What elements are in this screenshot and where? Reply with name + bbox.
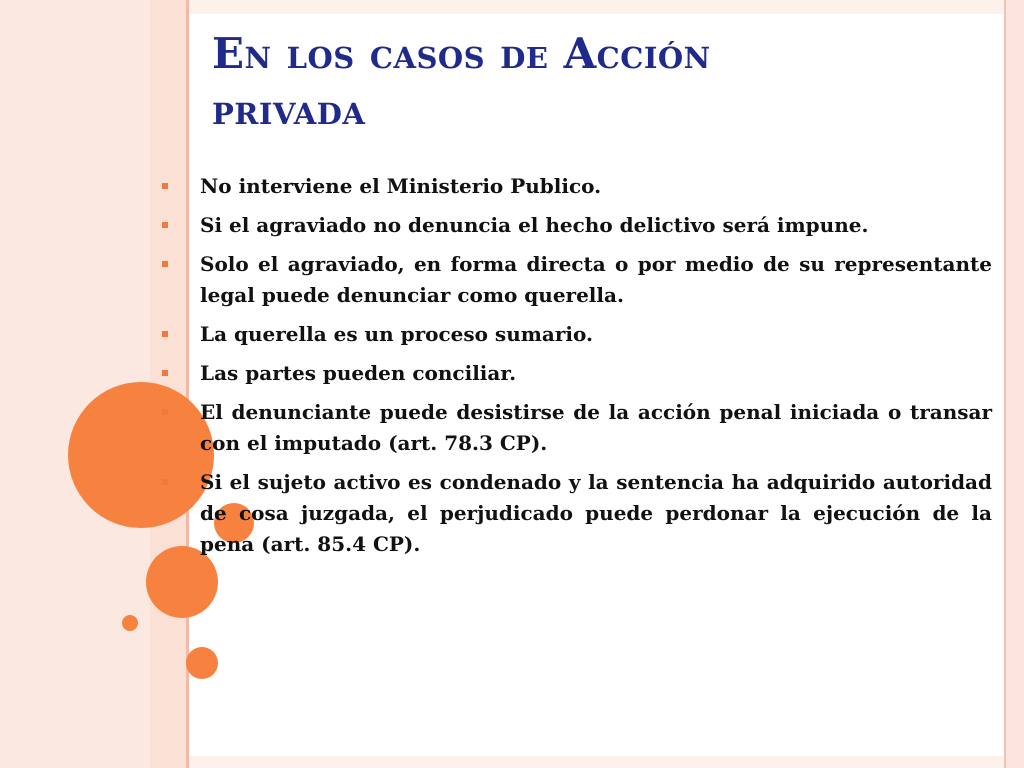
bullet-text: No interviene el Ministerio Publico. xyxy=(200,174,602,198)
bullet-text: Si el agraviado no denuncia el hecho delictivo será impune. xyxy=(200,213,869,237)
bullet-item xyxy=(160,397,992,459)
bottom-band xyxy=(189,756,1004,768)
bullet-square-icon xyxy=(162,222,168,228)
bullet-square-icon xyxy=(162,183,168,189)
right-stripe-line xyxy=(1004,0,1006,768)
bullet-item xyxy=(160,358,992,389)
right-stripe xyxy=(1006,0,1024,768)
bullet-text: El denunciante puede desistirse de la acción penal iniciada o transar con el imputado (art. 78.3 CP). xyxy=(200,400,992,455)
bullet-square-icon xyxy=(162,479,168,485)
bullet-text: Las partes pueden conciliar. xyxy=(200,361,517,385)
title-line-2: privada xyxy=(212,85,366,134)
bullet-square-icon xyxy=(162,370,168,376)
bullet-item xyxy=(160,319,992,350)
bullet-text: Si el sujeto activo es condenado y la sentencia ha adquirido autoridad de cosa juzgada, el perjudicado puede perdonar la ejecución de la pena (art. 85.4 CP). xyxy=(200,470,992,556)
top-band xyxy=(189,0,1004,14)
bullet-item xyxy=(160,210,992,241)
decorative-circle-small-2 xyxy=(186,647,218,679)
bullet-square-icon xyxy=(162,331,168,337)
bullet-square-icon xyxy=(162,261,168,267)
title-line-1: En los casos de Acción xyxy=(212,29,711,78)
bullet-item xyxy=(160,467,992,560)
slide-title xyxy=(212,26,972,138)
bullet-item xyxy=(160,249,992,311)
bullet-square-icon xyxy=(162,409,168,415)
bullet-item xyxy=(160,171,992,202)
bullet-text: La querella es un proceso sumario. xyxy=(200,322,593,346)
decorative-circle-small xyxy=(122,615,138,631)
bullet-list xyxy=(160,171,992,568)
bullet-text: Solo el agraviado, en forma directa o por medio de su representante legal puede denunciar como querella. xyxy=(200,252,992,307)
